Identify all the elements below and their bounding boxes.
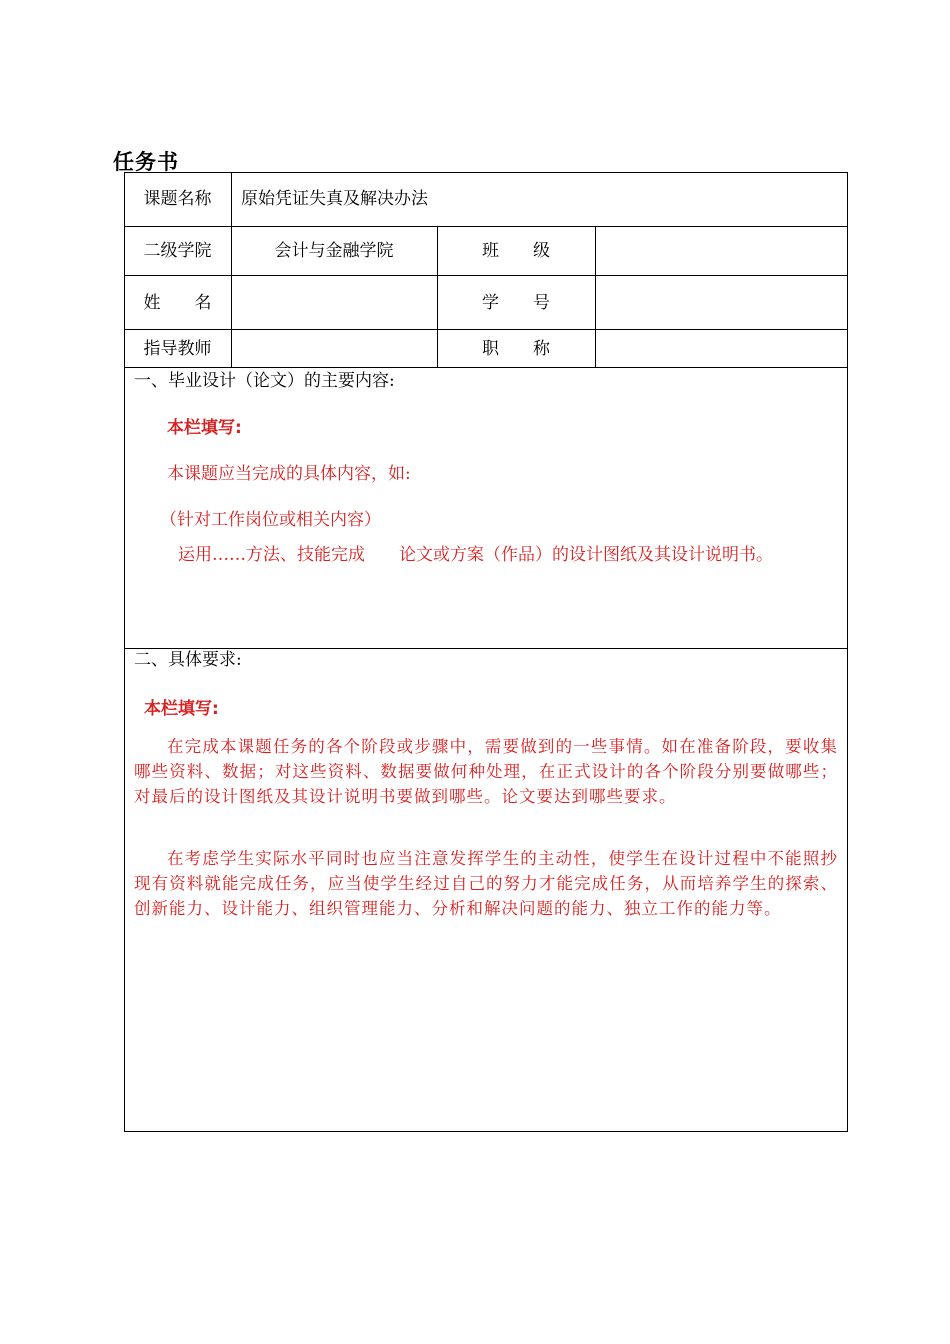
job-title-label: 职 称 [482, 339, 550, 359]
section1-heading: 一、毕业设计（论文）的主要内容: [134, 371, 395, 391]
section1-line1: 本课题应当完成的具体内容，如: [167, 464, 411, 484]
section2-heading: 二、具体要求: [134, 650, 242, 670]
row-divider [124, 226, 848, 227]
row-divider [124, 648, 848, 649]
row-divider [124, 275, 848, 276]
college-value[interactable]: 会计与金融学院 [274, 241, 394, 261]
topic-value[interactable]: 原始凭证失真及解决办法 [241, 189, 428, 209]
advisor-label: 指导教师 [143, 339, 212, 359]
row-divider [124, 329, 848, 330]
college-label: 二级学院 [143, 241, 212, 261]
student-id-label: 学 号 [482, 293, 550, 313]
document-title: 任务书 [113, 150, 179, 174]
topic-label: 课题名称 [143, 189, 212, 209]
class-label: 班 级 [482, 241, 550, 261]
section1-line2: （针对工作岗位或相关内容） [160, 510, 381, 530]
column-divider [595, 226, 596, 368]
section2-fill-note: 本栏填写: [144, 699, 219, 719]
column-divider [231, 172, 232, 368]
section2-paragraph-2: 在考虑学生实际水平同时也应当注意发挥学生的主动性，使学生在设计过程中不能照抄现有资料就能完成任务，应当使学生经过自己的努力才能完成任务，从而培养学生的探索、创新能力、设计能力、组织管理能力、分析和解决问题的能力、独立工作的能力等。 [134, 849, 838, 918]
name-label: 姓 名 [143, 293, 212, 313]
row-divider [124, 367, 848, 368]
section1-fill-note: 本栏填写: [167, 418, 242, 438]
section1-line3: 运用……方法、技能完成 论文或方案（作品）的设计图纸及其设计说明书。 [178, 545, 773, 565]
section2-paragraph-1: 在完成本课题任务的各个阶段或步骤中，需要做到的一些事情。如在准备阶段，要收集哪些资料、数据；对这些资料、数据要做何种处理，在正式设计的各个阶段分别要做哪些；对最后的设计图纸及其设计说明书要做到哪些。论文要达到哪些要求。 [134, 737, 838, 806]
